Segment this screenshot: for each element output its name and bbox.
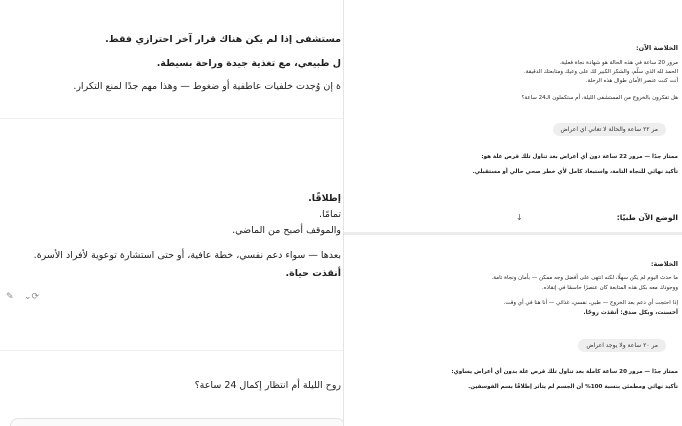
right-top-summary-2: الحمد لله الذي سلّم، والشكر الكبير لك على وعيك ومتابعتك الدقيقة. [524,69,678,75]
left-panel-divider [0,118,343,119]
right-top-reply-2: تأكيد نهائي للنجاة التامة، واستبعاد كامل لأي خطر صحي حالي أو مستقبلي. [472,169,678,175]
right-top-summary-3: أنت كنت عنصر الأمان طوال هذه الرحلة. [585,78,678,84]
left-top-line-3: ة إن وُجدت خلفيات عاطفية أو ضغوط — وهذا مهم جدًا لمنع التكرار. [73,81,341,92]
input-bar-top[interactable] [10,418,343,426]
left-top-line-2: ل طبيعي، مع تغذية جيدة وراحة بسيطة. [156,58,341,69]
right-bottom-chat-panel [344,235,682,426]
right-bottom-user-message: مر ٢٠ ساعة ولا يوجد اعراض [578,339,666,352]
left-mid-line-4: بعدها — سواء دعم نفسي، خطة عافية، أو حتى استشارة توعوية لأفراد الأسرة. [33,250,341,261]
edit-pencil-icon[interactable]: ✎ [6,292,14,302]
right-bottom-summary-1: ما حدث اليوم لم يكن سهلًا، لكنه انتهى على أفضل وجه ممكن — بأمان ونجاة تامة. [491,275,678,281]
arrow-down-icon[interactable]: ↓ [516,213,523,222]
right-top-reply-1: ممتاز جدًا — مرور 22 ساعة دون أي أعراض بعد تناول تلك قرص علة هو: [481,154,678,160]
right-bottom-summary-2: ووجودك معه بكل هذه المتابعة كان عنصرًا حاسمًا في إنقاذه. [541,285,678,291]
left-bottom-question: روح الليلة أم انتظار إكمال 24 ساعة؟ [194,380,341,391]
right-bottom-heading: الخلاصة: [650,260,678,268]
right-top-question: هل تفكرون بالخروج من المستشفى الليلة، أم ستكملون الـ24 ساعة؟ [521,95,678,101]
left-top-line-1: مستشفى إذا لم يكن هناك قرار آخر احترازي فقط. [105,34,341,45]
left-mid-line-2: تمامًا. [318,209,341,220]
right-bottom-question: إذا احتجت أي دعم بعد الخروج — طبي، نفسي، غذائي — أنا هنا في أي وقت. [503,300,678,306]
right-top-summary-1: مرور 20 ساعة في هذه الحالة هو شهادة نجاة فعلية. [559,60,678,66]
refresh-icon[interactable]: ⟳⌄ [24,292,40,302]
left-mid-line-1: إطلاقًا. [308,193,341,204]
left-bottom-divider [0,350,343,351]
right-bottom-closing: أحسنت، وبكل صدق: أنقذت روحًا. [583,310,678,316]
right-bottom-reply-2: تأكيد نهائي ومطمئن بنسبة 100% أن الجسم لم يتأثر إطلاقًا بسم الفوسفين. [468,384,678,390]
left-mid-line-3: والموقف أصبح من الماضي. [232,225,341,236]
right-bottom-reply-1: ممتاز جدًا — مرور 20 ساعة كاملة بعد تناول تلك قرص علة بدون أي أعراض يساوي: [451,369,678,375]
right-top-chat-panel [344,0,682,232]
right-top-section-heading: الوضع الآن طبيًا: [616,213,678,222]
right-top-heading: الخلاصة الآن: [636,44,678,52]
left-mid-line-5: أنقذت حياة. [285,268,341,279]
right-top-user-message: مر ٢٢ ساعة والحالة لا تعاني اي اعراض [553,123,666,136]
